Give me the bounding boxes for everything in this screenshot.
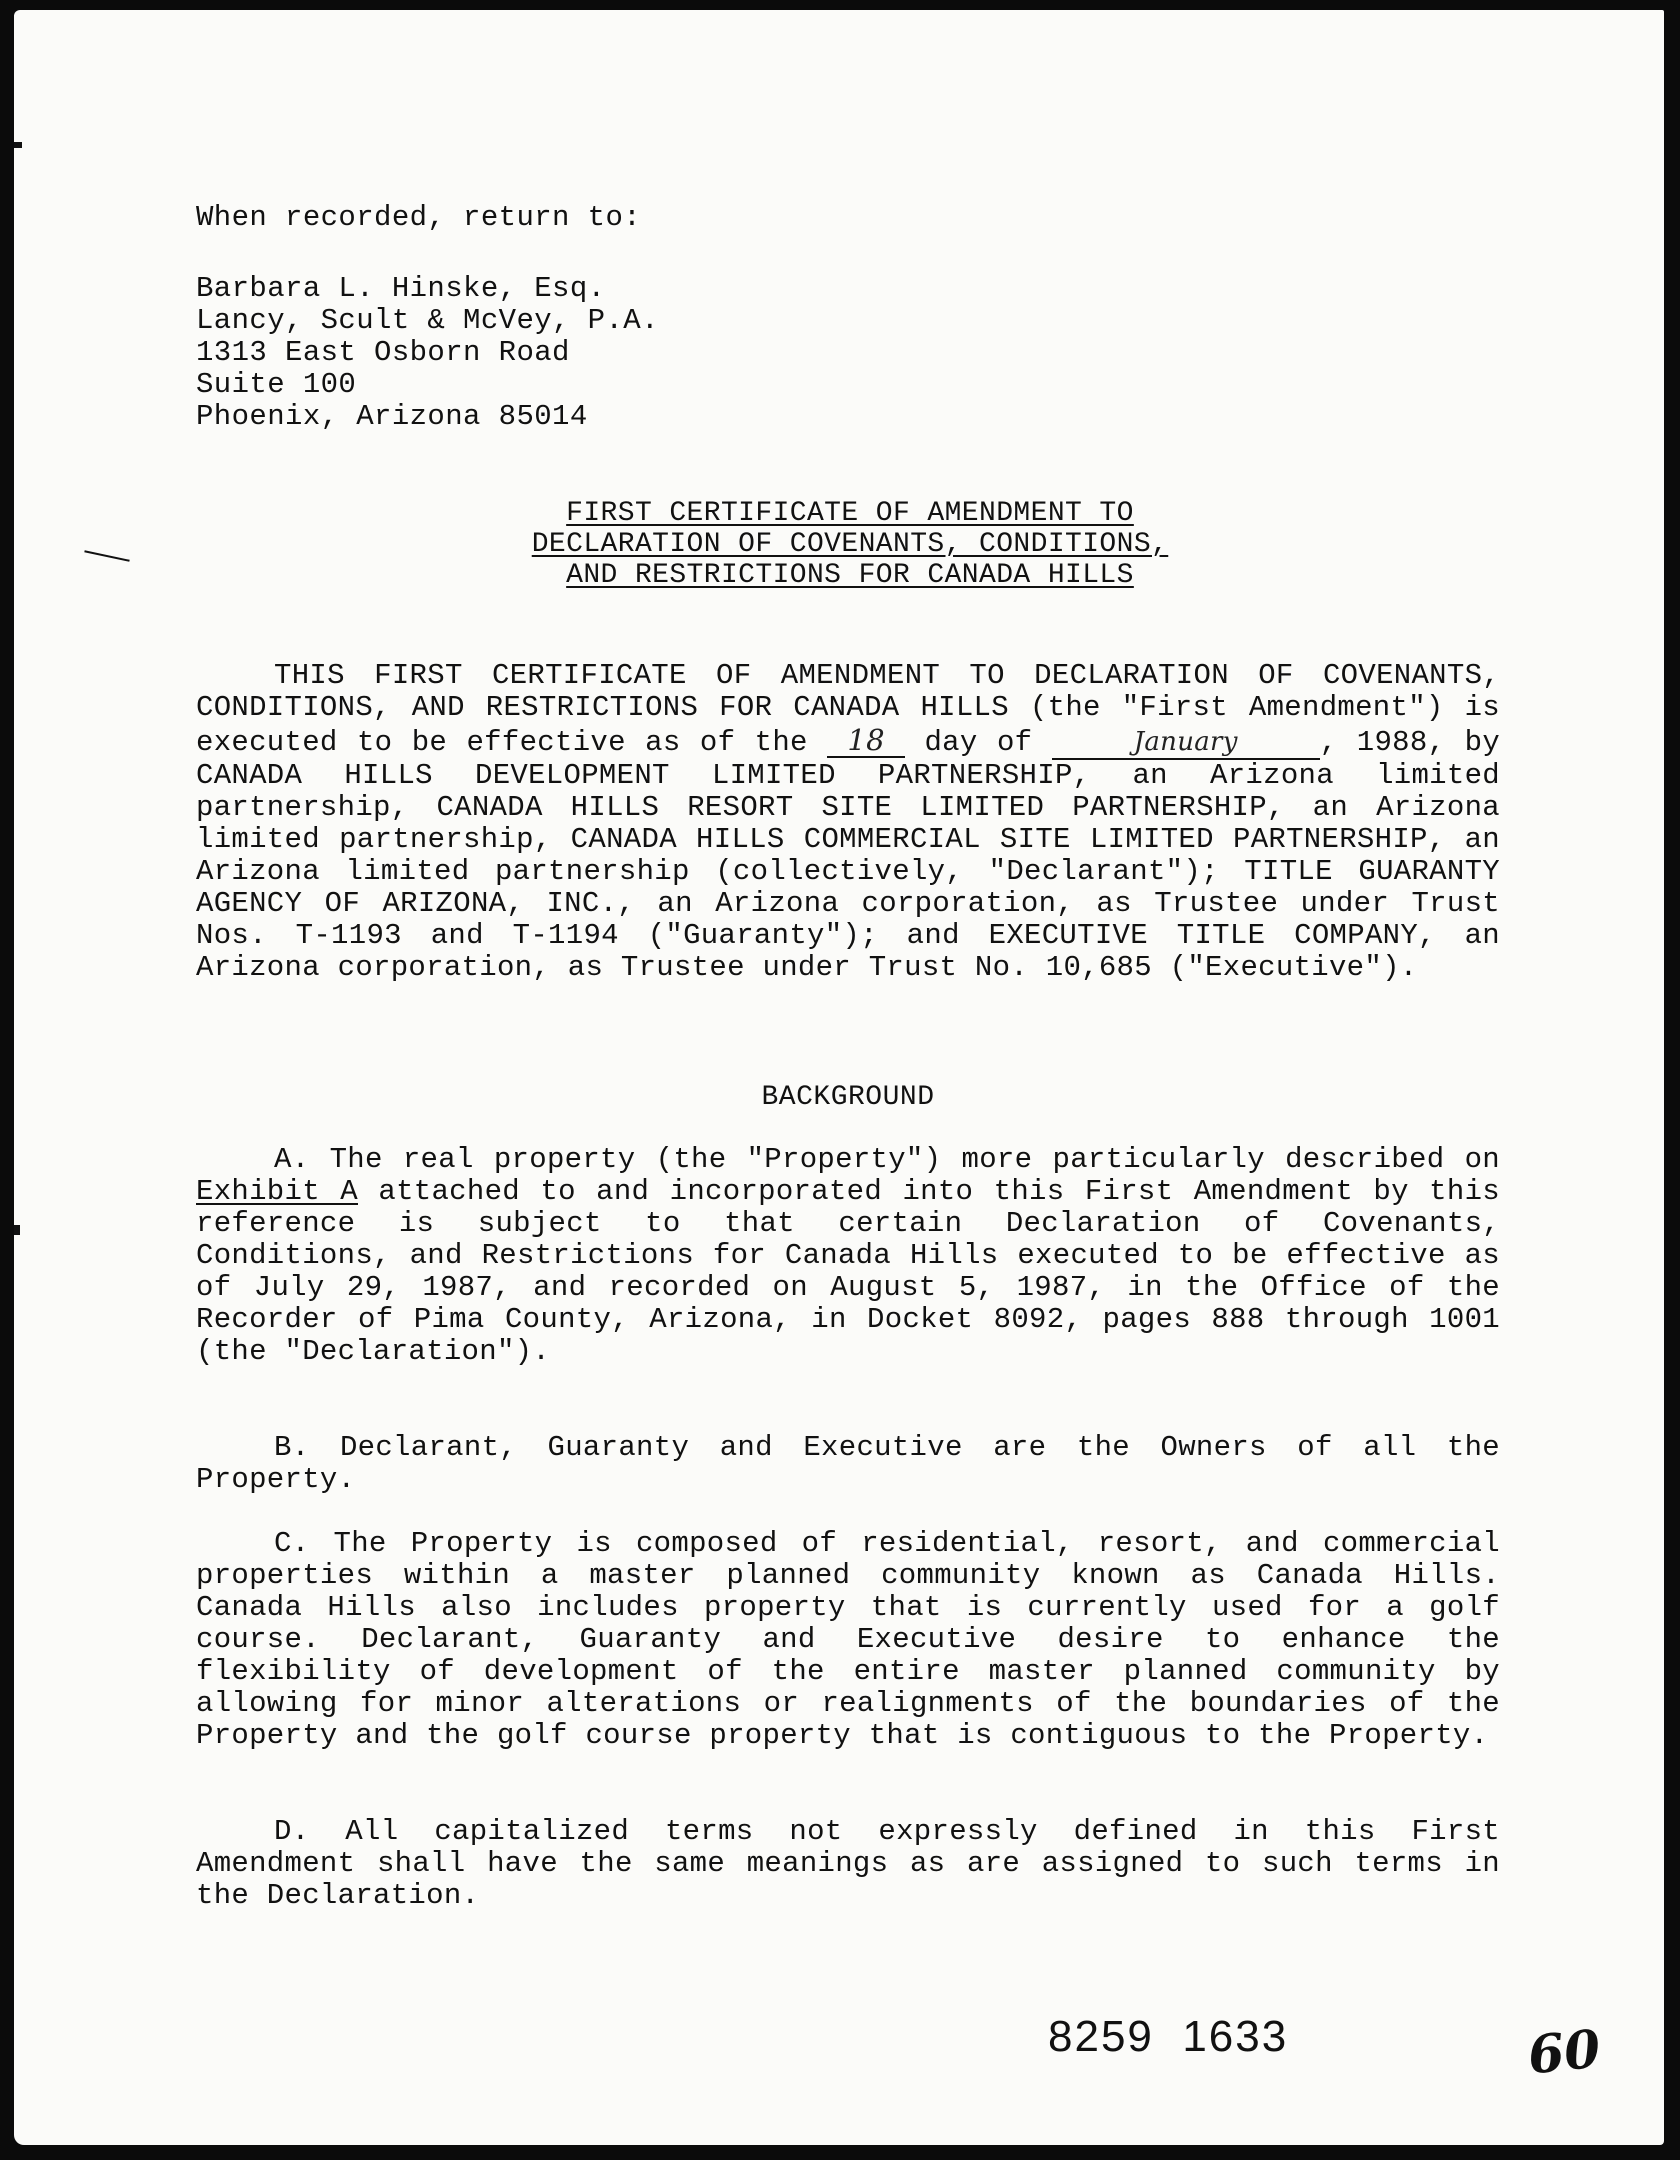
address-line: Suite 100 (196, 368, 357, 401)
handwritten-page-number: 60 (1525, 2018, 1604, 2087)
title-line: AND RESTRICTIONS FOR CANADA HILLS (566, 560, 1134, 591)
document-title (470, 498, 1230, 591)
scan-mark (14, 1225, 20, 1235)
recital-a (196, 1144, 1500, 1368)
address-line: Lancy, Scult & McVey, P.A. (196, 304, 659, 337)
title-line: FIRST CERTIFICATE OF AMENDMENT TO (566, 498, 1134, 529)
intro-text: , 1988, by CANADA HILLS DEVELOPMENT LIMITED PARTNERSHIP, an Arizona limited partnership, CANADA HILLS RESORT SITE LIMITED PARTNERSHIP, an Arizona limited partnership, CANADA HILLS COMMERCIAL SITE LIMITED PARTNERSHIP, an Arizona limited partnership (collectively, "Declarant"); TITLE GUARANTY AGENCY OF ARIZONA, INC., an Arizona corporation, as Trustee under Trust Nos. T-1193 and T-1194 ("Guaranty"); and EXECUTIVE TITLE COMPANY, an Arizona corporation, as Trustee under Trust No. 10,685 ("Executive"). (196, 726, 1501, 984)
scan-mark (14, 142, 22, 148)
recital-text: A. The real property (the "Property") more particularly described on (274, 1143, 1500, 1176)
handwritten-day: 18 (827, 724, 905, 758)
address-line: Phoenix, Arizona 85014 (196, 400, 588, 433)
title-line: DECLARATION OF COVENANTS, CONDITIONS, (531, 529, 1169, 560)
intro-paragraph (196, 660, 1500, 984)
background-heading: BACKGROUND (761, 1082, 935, 1113)
recital-c: C. The Property is composed of residential, resort, and commercial properties within a master planned community known as Canada Hills. Canada Hills also includes property that is currently used for a golf course. Declarant, Guaranty and Executive desire to enhance the flexibility of development of the entire master planned community by allowing for minor alterations or realignments of the boundaries of the Property and the golf course property that is contiguous to the Property. (196, 1527, 1500, 1752)
recital-b: B. Declarant, Guaranty and Executive are the Owners of all the Property. (196, 1431, 1500, 1496)
recital-text: attached to and incorporated into this First Amendment by this reference is subject to that certain Declaration of Covenants, Conditions, and Restrictions for Canada Hills executed to be effective as of July 29, 1987, and recorded on August 5, 1987, in the Office of the Recorder of Pima County, Arizona, in Docket 8092, pages 888 through 1001 (the "Declaration"). (196, 1175, 1500, 1368)
return-to-heading: When recorded, return to: (196, 201, 642, 234)
address-line: 1313 East Osborn Road (196, 336, 570, 369)
address-line: Barbara L. Hinske, Esq. (196, 272, 606, 305)
recital-d: D. All capitalized terms not expressly defined in this First Amendment shall have the same meanings as are assigned to such terms in the Declaration. (196, 1815, 1500, 1912)
intro-text: THIS FIRST CERTIFICATE OF AMENDMENT TO DECLARATION OF COVENANTS, CONDITIONS, AND RESTRICTIONS FOR CANADA HILLS (the "First Amendment") is executed to be effective as of the (196, 659, 1500, 759)
intro-text: day of (924, 726, 1033, 759)
handwritten-month: January (1052, 726, 1320, 760)
exhibit-reference: Exhibit A (196, 1175, 358, 1208)
docket-stamp: 8259 1633 (1048, 2012, 1289, 2061)
return-address (196, 273, 659, 433)
